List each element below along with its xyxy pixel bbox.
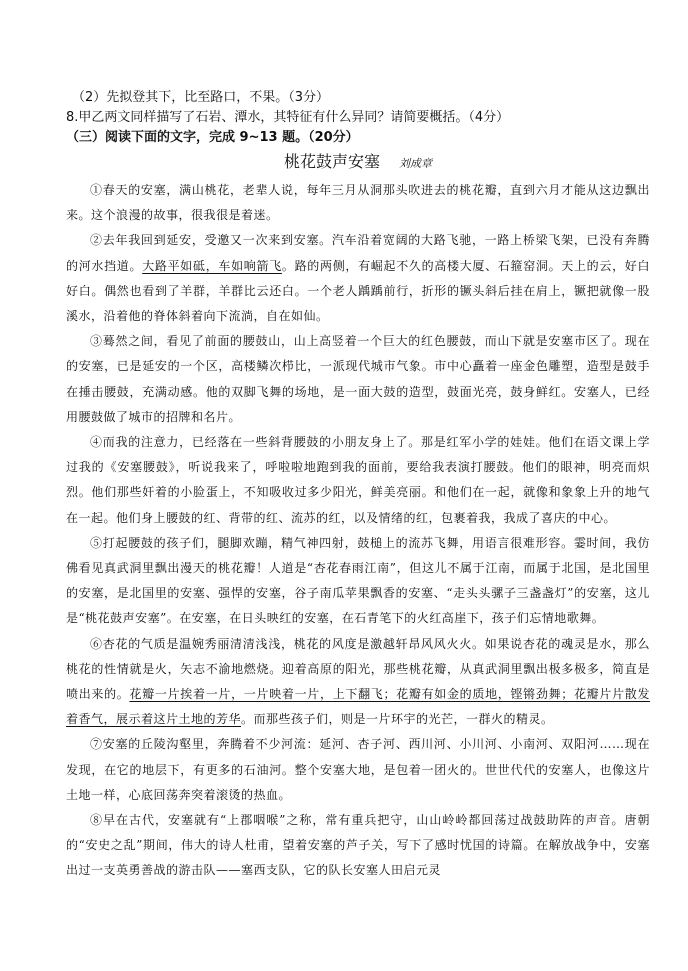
article-author: 刘成章: [399, 157, 433, 170]
paragraph-6: [66, 632, 650, 733]
paragraph-6-text-b: 。而那些孩子们，则是一片环宇的光芒，一群火的精灵。: [241, 712, 554, 727]
paragraph-7: ⑦安塞的丘陵沟壑里，奔腾着不少河流：延河、杏子河、西川河、小川河、小南河、双阳河……现在发现，在它的地层下，有更多的石油河。整个安塞大地，是包着一团火的。世世代代的安塞人，也像这片土地一样，心底回荡奔突着滚烫的热血。: [66, 737, 650, 802]
paragraph-5: ⑤打起腰鼓的孩子们，腿脚欢蹦，精气神四射，鼓槌上的流苏飞舞，用语言很难形容。霎时间，我仿佛看见真武洞里飘出漫天的桃花瓣！人道是“杏花春雨江南”，但这儿不属于江南，而属于北国，是北国里的安塞，是北国里的安塞、强悍的安塞，谷子南瓜苹果飘香的安塞、“走头头骡子三盏盏灯”的安塞，这儿是“桃花鼓声安塞”。在安塞，在日头映红的安塞，在石青笔下的火红高崖下，孩子们忘情地歌舞。: [66, 535, 650, 626]
article-title-row: [66, 150, 650, 176]
paragraph-2-underlined: 大路平如砥，车如响箭飞: [142, 258, 282, 273]
paragraph-8: ⑧早在古代，安塞就有“上郡咽喉”之称，常有重兵把守，山山岭岭都回荡过战鼓助阵的声音。唐朝的“安史之乱”期间，伟大的诗人杜甫，望着安塞的芦子关，写下了感时忧国的诗篇。在解放战争中，安塞出过一支英勇善战的游击队——塞西支队，它的队长安塞人田启元灵: [66, 813, 650, 878]
paragraph-1: ①春天的安塞，满山桃花，老辈人说，每年三月从洞那头吹进去的桃花瓣，直到六月才能从这边飘出来。这个浪漫的故事，很我很是着迷。: [66, 183, 650, 223]
section-3-heading: （三）阅读下面的文字，完成 9~13 题。（20分）: [66, 130, 359, 145]
paragraph-3: ③蓦然之间，看见了前面的腰鼓山，山上高竖着一个巨大的红色腰鼓，而山下就是安塞市区了。现在的安塞，已是延安的一个区，高楼鳞次栉比，一派现代城市气象。市中心矗着一座金色雕塑，造型是鼓手在捶击腰鼓，充满动感。他的双脚飞舞的场地，是一面大鼓的造型，鼓面光亮，鼓身鲜红。安塞人，已经用腰鼓做了城市的招牌和名片。: [66, 334, 650, 424]
paragraph-4: ④而我的注意力，已经落在一些斜背腰鼓的小朋友身上了。那是红军小学的娃娃。他们在语文课上学过我的《安塞腰鼓》，听说我来了，呼啦啦地跑到我的面前，要给我表演打腰鼓。他们的眼神，明亮而炽烈。他们那些奸着的小脸蛋上，不知吸收过多少阳光，鲜美亮丽。和他们在一起，就像和象象上升的地气在一起。他们身上腰鼓的红、背带的红、流苏的红，以及情绪的红，包裹着我，我成了喜庆的中心。: [66, 435, 650, 525]
paragraph-6-underlined: 花瓣一片挨着一片，一片映着一片，上下翻飞；花瓣有如金的质地，铿锵劲舞；花瓣片片散发着香气，展示着这片土地的芳华: [66, 687, 650, 727]
question-7-2: （2）先拟登其下，比至路口，不果。（3分）: [72, 90, 330, 105]
article-title: 桃花鼓声安塞: [283, 152, 380, 171]
question-8: 8.甲乙两文同样描写了石岩、潭水，其特征有什么异同？请简要概括。（4分）: [66, 110, 510, 125]
paragraph-2: [66, 228, 650, 329]
paragraph-6-text-a: ⑥杏花的气质是温婉秀丽清清浅浅，桃花的风度是激越轩昂风风火火。如果说杏花的魂灵是水，那么桃花的性情就是火，矢志不渝地燃烧。迎着高原的阳光，那些桃花瓣，从真武洞里飘出极多极多，简直是喷出来的。: [66, 636, 650, 702]
paragraph-2-text-b: 。路的两侧，有崛起不久的高楼大厦、石箍窑洞。天上的云，好白好白。偶然也看到了羊群，羊群比云还白。一个老人踽踽前行，折形的镢头斜后挂在肩上，镢把就像一股溪水，沿着他的脊体斜着向下流淌，自在如仙。: [66, 258, 650, 324]
paragraph-2-text-a: ②去年我回到延安，受邀又一次来到安塞。汽车沿着宽阔的大路飞驰，一路上桥梁飞架，已没有奔腾的河水挡道。: [66, 233, 650, 273]
